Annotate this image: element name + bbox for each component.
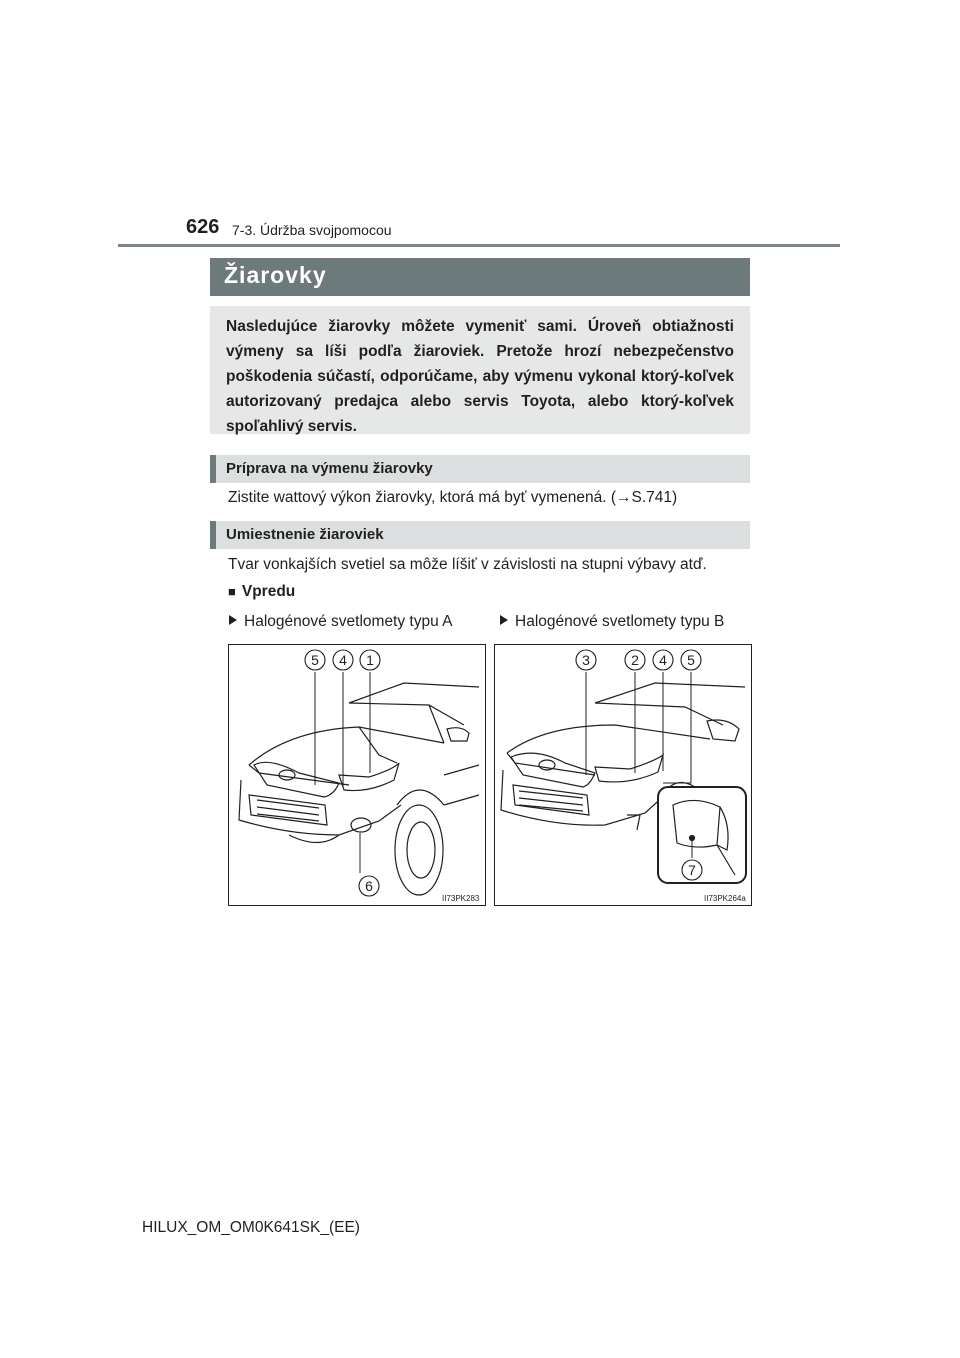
subsection-front — [228, 583, 295, 601]
header-rule — [118, 244, 840, 247]
triangle-bullet-icon — [500, 615, 508, 625]
square-bullet-icon: ■ — [228, 584, 236, 599]
footer-code: HILUX_OM_OM0K641SK_(EE) — [142, 1219, 360, 1236]
figure-code-b: II73PK264a — [704, 894, 746, 903]
label-type-a-text: Halogénové svetlomety typu A — [244, 613, 453, 630]
intro-text: Nasledujúce žiarovky môžete vymeniť sami. Úroveň obtiažnosti výmeny sa líši podľa žiaroviek. Pretože hrozí nebezpečenstvo poškodenia súčastí, odporúčame, aby výmenu vykonal ktorý-koľvek autorizovaný predajca alebo servis Toyota, alebo ktorý-koľvek spoľahlivý servis. — [226, 318, 734, 435]
callout-4-b: 4 — [659, 652, 667, 668]
prep-heading-text: Príprava na výmenu žiarovky — [226, 460, 433, 477]
callout-7-b: 7 — [688, 862, 696, 878]
figure-type-b — [494, 644, 752, 906]
callout-4-a: 4 — [339, 652, 347, 668]
label-type-b — [500, 613, 724, 631]
callout-3-b: 3 — [582, 652, 590, 668]
location-heading-text: Umiestnenie žiaroviek — [226, 526, 384, 543]
callout-5-b: 5 — [687, 652, 695, 668]
figure-type-a — [228, 644, 486, 906]
intro-box — [210, 306, 750, 434]
location-text: Tvar vonkajších svetiel sa môže líšiť v závislosti na stupni výbavy atď. — [228, 556, 707, 573]
title-bar — [210, 258, 750, 296]
callout-1-a: 1 — [366, 652, 374, 668]
section-label: 7-3. Údržba svojpomocou — [232, 222, 392, 238]
figure-code-a: II73PK283 — [442, 894, 480, 903]
truck-illustration-a — [229, 645, 485, 905]
prep-heading — [210, 455, 750, 483]
page-number: 626 — [186, 216, 220, 238]
callout-5-a: 5 — [311, 652, 319, 668]
subsection-front-label: Vpredu — [241, 583, 296, 600]
location-heading — [210, 521, 750, 549]
label-type-a — [229, 613, 453, 631]
label-type-b-text: Halogénové svetlomety typu B — [515, 613, 725, 630]
prep-text: Zistite wattový výkon žiarovky, ktorá má byť vymenená. (→S.741) — [228, 489, 678, 506]
page-title: Žiarovky — [224, 262, 327, 288]
truck-illustration-b — [495, 645, 751, 905]
callout-6-a: 6 — [365, 878, 373, 894]
callout-2-b: 2 — [631, 652, 639, 668]
triangle-bullet-icon — [229, 615, 237, 625]
